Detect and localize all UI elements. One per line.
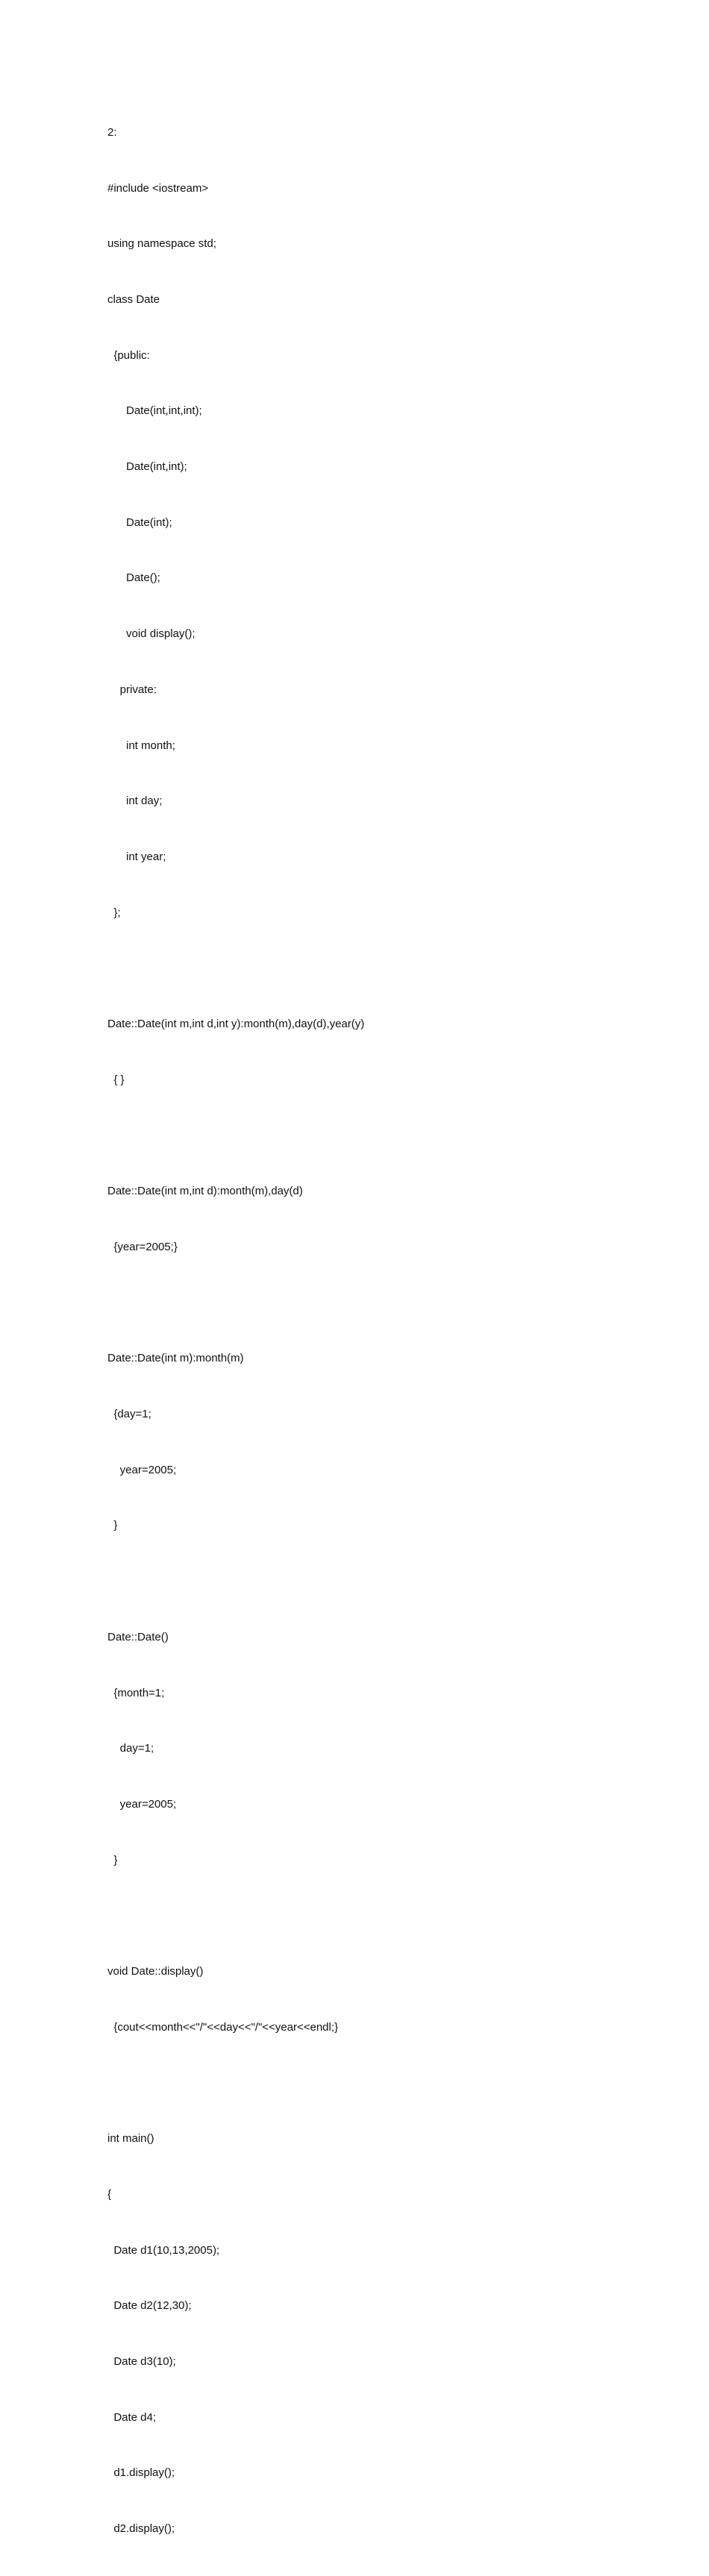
code-line: Date(int,int); bbox=[107, 460, 187, 474]
code-line: {day=1; bbox=[107, 1407, 152, 1420]
code-line: void display(); bbox=[107, 627, 196, 641]
code-listing bbox=[107, 87, 364, 2576]
code-line: {year=2005;} bbox=[107, 1240, 178, 1253]
code-line: {cout<<month<<"/"<<day<<"/"<<year<<endl;} bbox=[107, 2020, 339, 2034]
code-line bbox=[107, 1294, 364, 1313]
code-line: { } bbox=[107, 1073, 125, 1086]
code-line: int main() bbox=[107, 2132, 154, 2146]
code-line bbox=[107, 959, 364, 978]
code-line: private: bbox=[107, 683, 157, 696]
code-line: d1.display(); bbox=[107, 2466, 175, 2480]
code-line: 2: bbox=[107, 125, 117, 139]
code-line: int year; bbox=[107, 850, 166, 863]
code-line: int month; bbox=[107, 739, 175, 752]
code-line: void Date::display() bbox=[107, 1965, 204, 1978]
code-line: } bbox=[107, 1853, 118, 1867]
code-line bbox=[107, 1126, 364, 1145]
code-line bbox=[107, 2074, 364, 2093]
code-line: Date(int,int,int); bbox=[107, 404, 202, 418]
code-line: class Date bbox=[107, 292, 160, 306]
code-line: } bbox=[107, 1519, 118, 1532]
code-line: Date d2(12,30); bbox=[107, 2299, 192, 2313]
code-line: using namespace std; bbox=[107, 237, 216, 251]
code-line: Date(); bbox=[107, 571, 160, 585]
code-line: Date d4; bbox=[107, 2410, 157, 2424]
code-line: Date(int); bbox=[107, 515, 172, 529]
code-line: Date::Date(int m,int d):month(m),day(d) bbox=[107, 1185, 303, 1198]
code-line: Date::Date() bbox=[107, 1630, 169, 1643]
code-line: #include <iostream> bbox=[107, 181, 209, 195]
code-line bbox=[107, 1573, 364, 1591]
code-line: Date::Date(int m,int d,int y):month(m),day(d),year(y) bbox=[107, 1018, 365, 1031]
code-line: Date d1(10,13,2005); bbox=[107, 2243, 220, 2257]
code-line: Date d3(10); bbox=[107, 2354, 176, 2368]
code-line: d2.display(); bbox=[107, 2522, 175, 2536]
code-line: year=2005; bbox=[107, 1797, 177, 1811]
code-line: Date::Date(int m):month(m) bbox=[107, 1352, 244, 1365]
code-line: {public: bbox=[107, 348, 150, 362]
code-line: }; bbox=[107, 906, 121, 919]
code-line: year=2005; bbox=[107, 1463, 177, 1476]
code-line: int day; bbox=[107, 795, 163, 808]
code-line: { bbox=[107, 2187, 112, 2201]
code-line bbox=[107, 1907, 364, 1925]
code-line: day=1; bbox=[107, 1742, 154, 1755]
code-line: {month=1; bbox=[107, 1686, 165, 1699]
